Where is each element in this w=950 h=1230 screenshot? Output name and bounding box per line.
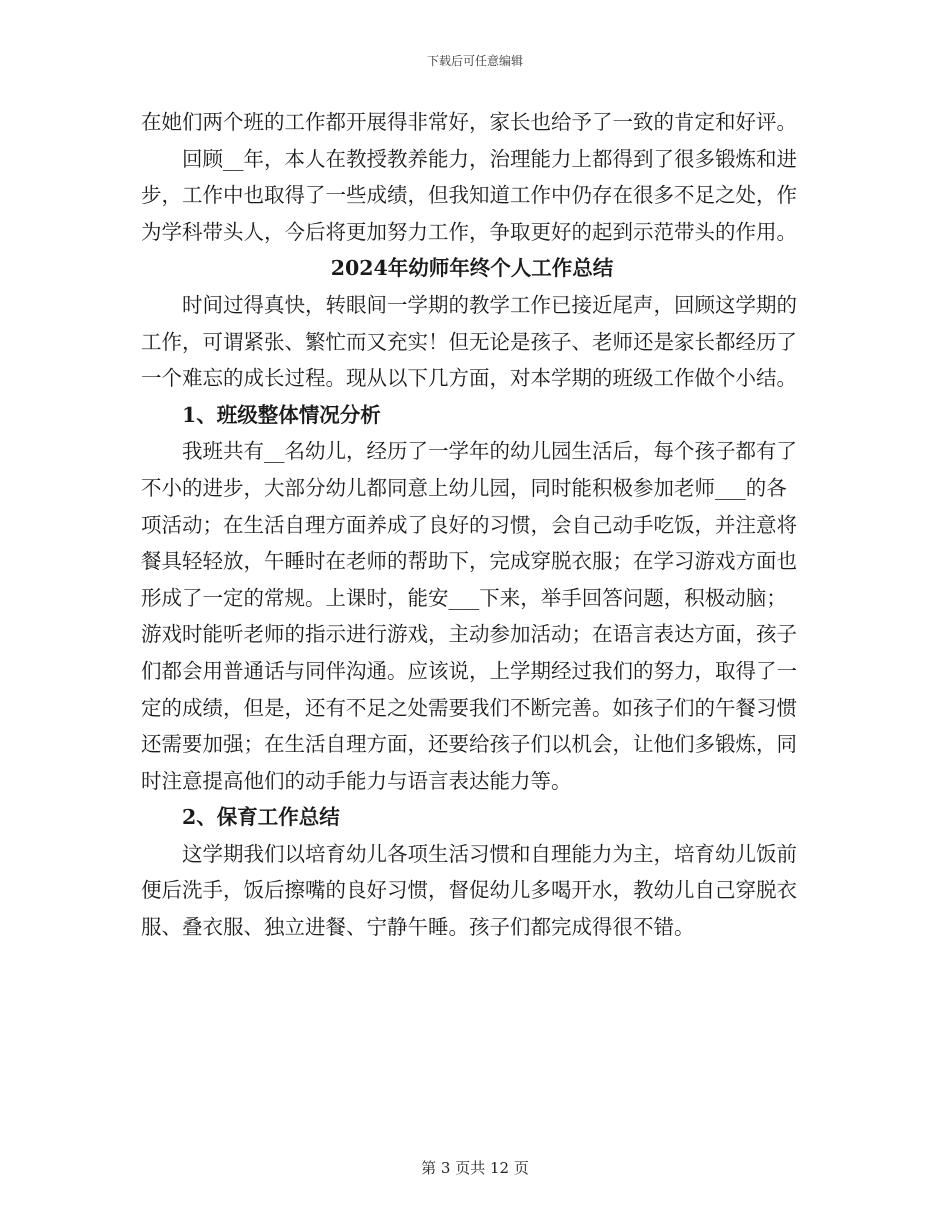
paragraph-continuation: 在她们两个班的工作都开展得非常好，家长也给予了一致的肯定和好评。 <box>141 110 797 134</box>
document-body <box>141 104 803 946</box>
document-title: 2024年幼师年终个人工作总结 <box>330 256 614 281</box>
paragraph-intro: 时间过得真快，转眼间一学期的教学工作已接近尾声，回顾这学期的工作，可谓紧张、繁忙而又充实！但无论是孩子、老师还是家长都经历了一个难忘的成长过程。现从以下几方面，对本学期的班级工作做个小结。 <box>141 292 797 391</box>
section-heading-class-analysis: 1、班级整体情况分析 <box>182 402 381 427</box>
page-footer: 第 3 页共 12 页 <box>421 1159 529 1177</box>
paragraph-review: 回顾__年，本人在教授教养能力，治理能力上都得到了很多锻炼和进步，工作中也取得了一些成绩，但我知道工作中仍存在很多不足之处，作为学科带头人，今后将更加努力工作，争取更好的起到示范带头的作用。 <box>141 146 797 244</box>
section-heading-care-summary: 2、保育工作总结 <box>182 805 340 830</box>
paragraph-class-analysis: 我班共有__名幼儿，经历了一学年的幼儿园生活后，每个孩子都有了不小的进步，大部分幼儿都同意上幼儿园，同时能积极参加老师___的各项活动；在生活自理方面养成了良好的习惯，会自己动手吃饭，并注意将餐具轻轻放，午睡时在老师的帮助下，完成穿脱衣服；在学习游戏方面也形成了一定的常规。上课时，能安___下来，举手回答问题，积极动脑；游戏时能听老师的指示进行游戏，主动参加活动；在语言表达方面，孩子们都会用普通话与同伴沟通。应该说，上学期经过我们的努力，取得了一定的成绩，但是，还有不足之处需要我们不断完善。如孩子们的午餐习惯还需要加强；在生活自理方面，还要给孩子们以机会，让他们多锻炼，同时注意提高他们的动手能力与语言表达能力等。 <box>141 439 797 793</box>
page-header: 下载后可任意编辑 <box>426 54 523 68</box>
paragraph-care-summary: 这学期我们以培育幼儿各项生活习惯和自理能力为主，培育幼儿饭前便后洗手，饭后擦嘴的良好习惯，督促幼儿多喝开水，教幼儿自己穿脱衣服、叠衣服、独立进餐、宁静午睡。孩子们都完成得很不错。 <box>141 841 797 940</box>
